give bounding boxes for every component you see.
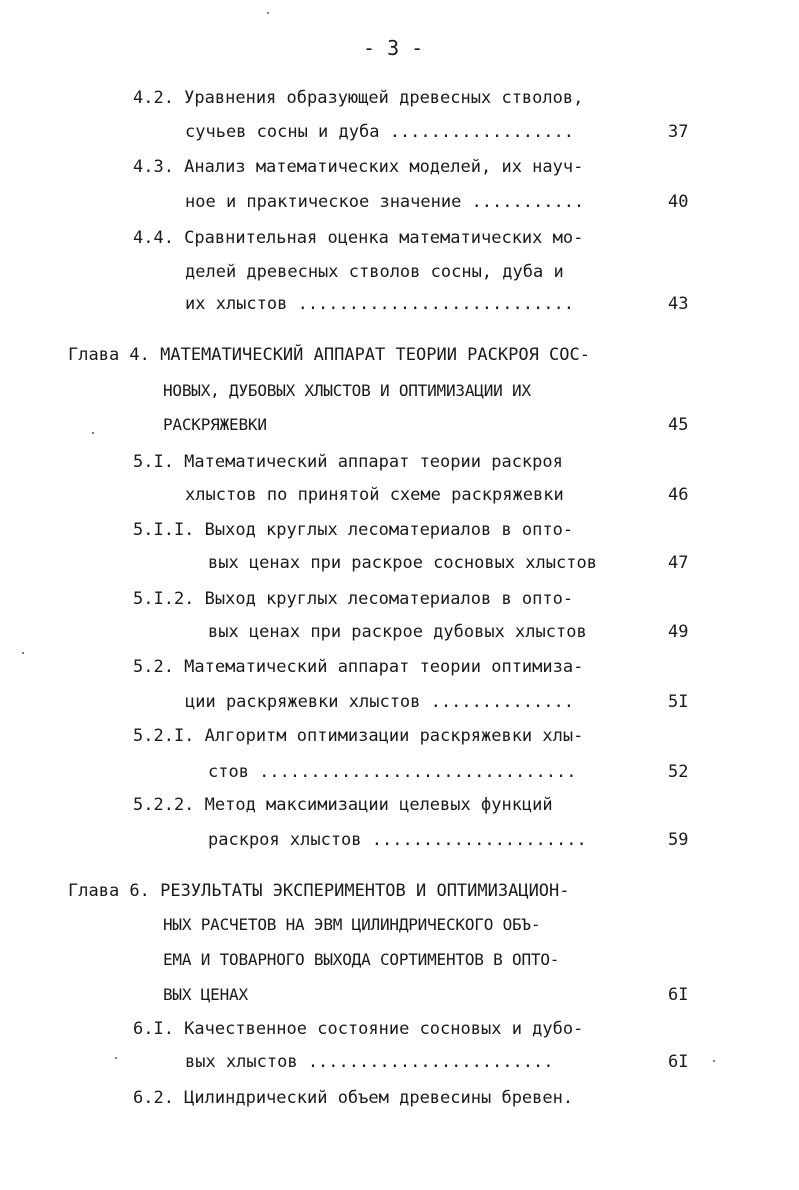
- toc-entry-4-2-line1: 4.2. Уравнения образующей древесных стволов,: [133, 88, 584, 108]
- toc-entry-5-2-line2: ции раскряжевки хлыстов ..............: [185, 692, 574, 712]
- toc-entry-5-2-1-line1: 5.2.I. Алгоритм оптимизации раскряжевки хлы-: [133, 726, 584, 746]
- scan-speck: [115, 1057, 117, 1059]
- scan-speck: [267, 12, 269, 14]
- toc-entry-5-2-1-page: 52: [668, 762, 689, 782]
- toc-entry-4-4-line2: делей древесных стволов сосны, дуба и: [185, 262, 564, 282]
- page-number: - 3 -: [363, 36, 424, 60]
- toc-entry-4-3-line2: ное и практическое значение ...........: [185, 192, 585, 212]
- chapter-6-line1: Глава 6. РЕЗУЛЬТАТЫ ЭКСПЕРИМЕНТОВ И ОПТИМИЗАЦИОН-: [68, 881, 570, 901]
- toc-entry-5-2-2-page: 59: [668, 830, 689, 850]
- toc-entry-5-1-line1: 5.I. Математический аппарат теории раскроя: [133, 452, 563, 472]
- toc-entry-5-1-2-page: 49: [668, 622, 689, 642]
- chapter-6-line4: ВЫХ ЦЕНАХ: [163, 985, 248, 1004]
- toc-entry-6-1-line2: вых хлыстов ........................: [185, 1052, 554, 1072]
- toc-entry-4-3-page: 40: [668, 192, 689, 212]
- toc-entry-6-1-page: 6I: [668, 1052, 689, 1072]
- toc-entry-4-2-page: 37: [668, 122, 689, 142]
- toc-entry-5-1-line2: хлыстов по принятой схеме раскряжевки: [185, 485, 564, 505]
- scan-speck: [22, 652, 24, 654]
- chapter-6-line3: ЕМА И ТОВАРНОГО ВЫХОДА СОРТИМЕНТОВ В ОПТО-: [163, 950, 560, 969]
- toc-entry-5-1-1-line2: вых ценах при раскрое сосновых хлыстов: [208, 553, 597, 573]
- chapter-4-line1: Глава 4. МАТЕМАТИЧЕСКИЙ АППАРАТ ТЕОРИИ РАСКРОЯ СОС-: [68, 345, 590, 365]
- toc-entry-4-3-line1: 4.3. Анализ математических моделей, их науч-: [133, 157, 584, 177]
- toc-entry-5-2-1-line2: стов ...............................: [208, 762, 577, 782]
- toc-entry-5-1-page: 46: [668, 485, 689, 505]
- toc-entry-4-4-page: 43: [668, 294, 689, 314]
- toc-entry-4-2-line2: сучьев сосны и дуба ..................: [185, 122, 574, 142]
- scan-speck: [92, 432, 94, 434]
- toc-entry-5-1-2-line2: вых ценах при раскрое дубовых хлыстов: [208, 622, 587, 642]
- chapter-6-line2: НЫХ РАСЧЕТОВ НА ЭВМ ЦИЛИНДРИЧЕСКОГО ОБЪ-: [163, 915, 541, 934]
- toc-entry-5-1-1-line1: 5.I.I. Выход круглых лесоматериалов в опто-: [133, 520, 574, 540]
- chapter-4-page: 45: [668, 415, 689, 435]
- toc-entry-6-1-line1: 6.I. Качественное состояние сосновых и дубо-: [133, 1019, 584, 1039]
- toc-entry-5-2-line1: 5.2. Математический аппарат теории оптимиза-: [133, 657, 584, 677]
- toc-entry-5-1-2-line1: 5.I.2. Выход круглых лесоматериалов в опто-: [133, 589, 574, 609]
- toc-entry-5-1-1-page: 47: [668, 553, 689, 573]
- scan-speck: [713, 1060, 715, 1062]
- toc-entry-5-2-2-line1: 5.2.2. Метод максимизации целевых функций: [133, 795, 553, 815]
- toc-entry-5-2-page: 5I: [668, 692, 689, 712]
- chapter-6-page: 6I: [668, 985, 689, 1005]
- chapter-4-line3: РАСКРЯЖЕВКИ: [163, 415, 267, 434]
- toc-entry-5-2-2-line2: раскроя хлыстов .....................: [208, 830, 587, 850]
- toc-entry-6-2-line1: 6.2. Цилиндрический объем древесины бревен.: [133, 1088, 574, 1108]
- toc-entry-4-4-line1: 4.4. Сравнительная оценка математических мо-: [133, 228, 584, 248]
- chapter-4-line2: НОВЫХ, ДУБОВЫХ ХЛЫСТОВ И ОПТИМИЗАЦИИ ИХ: [163, 381, 531, 400]
- toc-entry-4-4-line3: их хлыстов ...........................: [185, 294, 574, 314]
